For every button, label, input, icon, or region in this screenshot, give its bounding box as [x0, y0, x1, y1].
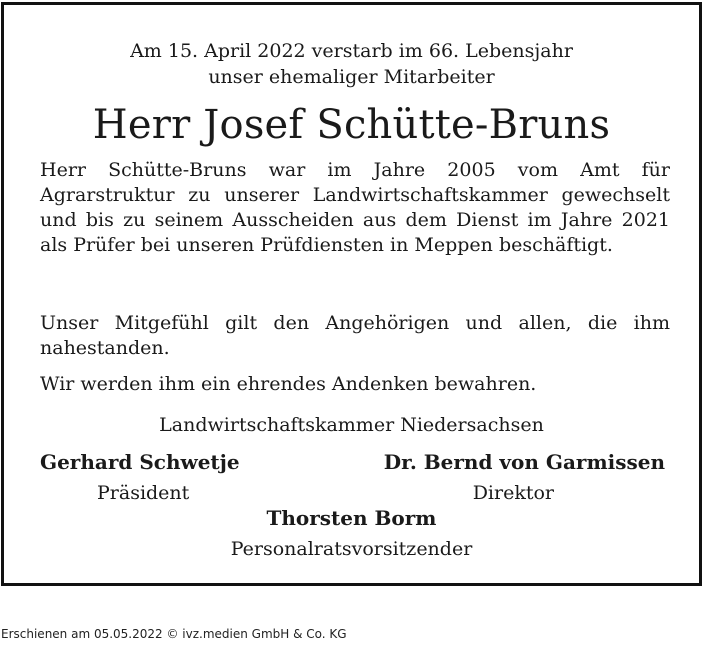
signer-president-role: Präsident [97, 482, 190, 504]
signer-director-role: Direktor [472, 482, 554, 504]
obituary-notice [1, 2, 702, 586]
intro-line-relation: unser ehemaliger Mitarbeiter [208, 66, 495, 88]
signer-council-chair-role: Personalratsvorsitzender [230, 538, 473, 560]
signer-council-chair-name: Thorsten Borm [266, 506, 437, 530]
deceased-name: Herr Josef Schütte-Bruns [92, 102, 611, 148]
condolence-paragraph: Unser Mitgefühl gilt den Angehörigen und allen, die ihm nahestanden. [40, 312, 670, 359]
remembrance-paragraph: Wir werden ihm ein ehrendes Andenken bewahren. [40, 373, 537, 395]
intro-line-date: Am 15. April 2022 verstarb im 66. Lebensjahr [130, 40, 573, 62]
career-paragraph: Herr Schütte-Bruns war im Jahre 2005 vom Amt für Agrarstruktur zu unserer Landwirtschaftskammer gewechselt und bis zu seinem Ausscheiden aus dem Dienst im Jahre 2021 als Prüfer bei unseren Prüfdiensten in Meppen beschäftigt. [40, 159, 670, 256]
publication-footer: Erschienen am 05.05.2022 © ivz.medien GmbH & Co. KG [1, 627, 347, 641]
signer-president-name: Gerhard Schwetje [40, 450, 240, 474]
organization-name: Landwirtschaftskammer Niedersachsen [159, 414, 544, 436]
signer-director-name: Dr. Bernd von Garmissen [383, 450, 665, 474]
